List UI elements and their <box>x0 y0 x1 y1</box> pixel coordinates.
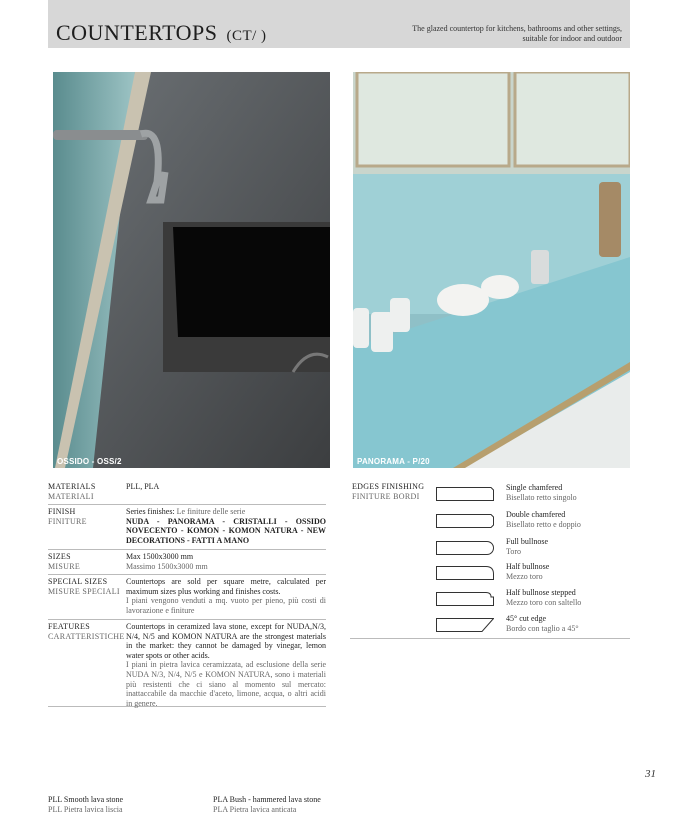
spec-row-finish <box>48 505 326 550</box>
special-sizes-value-it: I piani vengono venduti a mq. vuoto per pieno, più costi di lavorazione e finiture <box>126 596 326 615</box>
special-sizes-value: Countertops are sold per square metre, calculated per maximum sizes plus working and finishes costs. <box>126 577 326 596</box>
features-value: Countertops in ceramized lava stone, except for NUDA,N/3, N/4, N/5 and KOMON NATURA are the strongest materials in the market: they cannot be damaged by vinegar, lemon water spots or other acids. <box>126 622 326 660</box>
edge-double-chamfered: Double chamfered Bisellato retto e doppio <box>436 510 626 532</box>
sink-photo-illustration <box>53 72 330 468</box>
spec-row-features <box>48 620 326 707</box>
photo-panorama <box>353 72 630 468</box>
title-code: (CT/ ) <box>226 28 267 44</box>
finish-intro: Series finishes: <box>126 507 175 516</box>
edges-finishing-panel <box>350 480 630 639</box>
half-bullnose-profile-icon <box>436 566 494 580</box>
legend-pll: PLL Smooth lava stone PLL Pietra lavica liscia <box>48 795 124 814</box>
edges-label: EDGES FINISHING <box>352 482 425 491</box>
half-bullnose-stepped-profile-icon <box>436 592 494 606</box>
features-label: FEATURES <box>48 622 90 631</box>
spec-row-special-sizes <box>48 575 326 620</box>
materials-value: PLL, PLA <box>126 482 160 491</box>
finish-list: NUDA - PANORAMA - CRISTALLI - OSSIDO NOVECENTO - KOMON - KOMON NATURA - NEW DECORATIONS - FATTI A MANO <box>126 516 326 545</box>
legend-pla: PLA Bush - hammered lava stone PLA Pietra lavica anticata <box>213 795 321 814</box>
edge-half-bullnose-stepped: Half bullnose stepped Mezzo toro con saltello <box>436 588 626 610</box>
materials-label-it: MATERIALI <box>48 492 94 501</box>
edge-45-cut: 45° cut edge Bordo con taglio a 45° <box>436 614 626 636</box>
full-bullnose-profile-icon <box>436 541 494 555</box>
materials-label: MATERIALS <box>48 482 96 491</box>
spec-row-materials <box>48 480 326 505</box>
double-chamfer-profile-icon <box>436 514 494 528</box>
sizes-label-it: MISURE <box>48 562 81 571</box>
features-label-it: CARATTERISTICHE <box>48 632 125 641</box>
specs-table <box>48 480 326 707</box>
page-number: 31 <box>645 768 656 780</box>
sizes-label: SIZES <box>48 552 71 561</box>
tagline-line2: suitable for indoor and outdoor <box>522 34 622 43</box>
edge-half-bullnose: Half bullnose Mezzo toro <box>436 562 626 584</box>
tagline <box>362 24 622 44</box>
features-value-it: I piani in pietra lavica ceramizzata, ad esclusione della serie NUDA N/3, N/4, N/5 e KOMON NATURA, sono i materiali più resistenti che ci siano al momento sul mercato: inattaccabile da macchie d'aceto, limone, acqua, o altri acidi in genere. <box>126 660 326 708</box>
photo-caption: PANORAMA - P/20 <box>357 457 430 466</box>
page-title <box>56 20 267 46</box>
header-bar <box>48 0 630 48</box>
photo-caption: OSSIDO - OSS/2 <box>57 457 122 466</box>
special-sizes-label: SPECIAL SIZES <box>48 577 108 586</box>
spec-row-sizes <box>48 550 326 575</box>
finish-label: FINISH <box>48 507 76 516</box>
special-sizes-label-it: MISURE SPECIALI <box>48 587 120 596</box>
edge-full-bullnose: Full bullnose Toro <box>436 537 626 559</box>
cut-45-profile-icon <box>436 618 494 632</box>
edge-single-chamfered: Single chamfered Bisellato retto singolo <box>436 483 626 505</box>
kitchen-photo-illustration <box>353 72 630 468</box>
edges-label-it: FINITURE BORDI <box>352 492 420 501</box>
sizes-value-it: Massimo 1500x3000 mm <box>126 561 208 571</box>
single-chamfer-profile-icon <box>436 487 494 501</box>
sizes-value: Max 1500x3000 mm <box>126 552 194 561</box>
finish-label-it: FINITURE <box>48 517 87 526</box>
title-text: COUNTERTOPS <box>56 20 218 45</box>
photo-ossido <box>53 72 330 468</box>
tagline-line1: The glazed countertop for kitchens, bathrooms and other settings, <box>412 24 622 33</box>
finish-intro-it: Le finiture delle serie <box>176 507 246 516</box>
